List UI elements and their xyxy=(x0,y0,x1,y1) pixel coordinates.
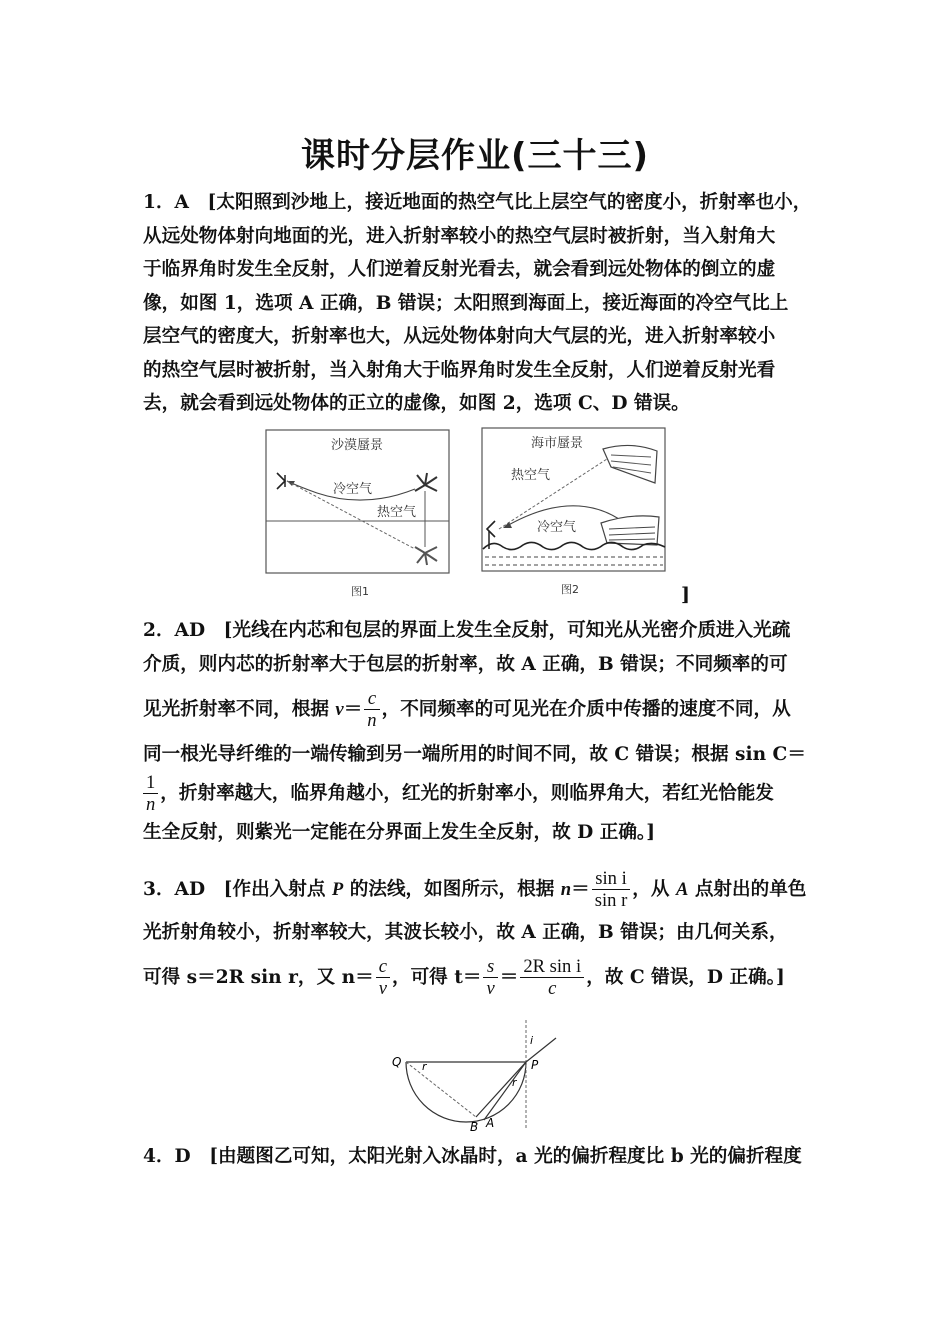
var-v: v xyxy=(335,698,344,720)
fig1-caption: 图1 xyxy=(351,585,369,598)
fig2-cold-air: 冷空气 xyxy=(537,520,577,535)
text-segment: 点射出的单色 xyxy=(688,878,807,900)
denominator: c xyxy=(548,978,557,1000)
var-A: A xyxy=(675,878,689,900)
answer-1-line: 层空气的密度大，折射率也大，从远处物体射向大气层的光，进入折射率较小 xyxy=(143,326,776,347)
answer-3-line xyxy=(143,868,815,912)
numerator: sin i xyxy=(592,868,631,890)
fraction-sini-sinr xyxy=(592,868,631,912)
answer-3 xyxy=(143,868,815,1000)
equals: ＝ xyxy=(343,698,363,720)
var-P: P xyxy=(331,878,344,900)
label-A: A xyxy=(486,1116,495,1130)
answer-1-line: 于临界角时发生全反射，人们逆着反射光看去，就会看到远处物体的倒立的虚 xyxy=(143,259,776,280)
equals: ＝ xyxy=(499,966,519,988)
fig1-heading: 沙漠蜃景 xyxy=(331,438,384,453)
figure-sea-mirage xyxy=(481,427,667,603)
answer-3-line xyxy=(143,956,815,1000)
numerator: c xyxy=(364,688,379,710)
answer-1 xyxy=(143,186,815,421)
figure-desert-mirage xyxy=(265,429,451,607)
equals: ＝ xyxy=(571,878,590,900)
fraction-c-n xyxy=(364,688,379,732)
formula-n: n＝ xyxy=(341,966,374,988)
text-segment: 的法线，如图所示，根据 xyxy=(343,878,561,900)
text-segment: 3．AD [作出入射点 xyxy=(143,878,332,900)
fraction-c-v xyxy=(376,956,390,1000)
answer-1-line: 从远处物体射向地面的光，进入折射率较小的热空气层时被折射，当入射角大 xyxy=(143,225,776,247)
label-angle-i: i xyxy=(530,1034,534,1047)
fig1-hot-air: 热空气 xyxy=(377,505,417,520)
fig2-caption: 图2 xyxy=(561,583,579,596)
label-B: B xyxy=(470,1120,479,1134)
numerator: 1 xyxy=(143,772,158,794)
var-n: n xyxy=(560,878,572,900)
text-segment: 可得 xyxy=(143,966,187,988)
answer-2-line: 生全反射，则紫光一定能在分界面上发生全反射，故 D 正确。] xyxy=(143,821,656,843)
fig1-cold-air: 冷空气 xyxy=(333,482,373,497)
fraction-1-n xyxy=(143,772,158,816)
answer-4 xyxy=(143,1140,815,1174)
denominator: n xyxy=(367,710,377,732)
denominator: v xyxy=(378,978,387,1000)
text-segment: ，又 xyxy=(297,966,342,988)
answer-1-line: 去，就会看到远处物体的正立的虚像，如图 2，选项 C、D 错误。 xyxy=(143,393,690,414)
numerator: 2R sin i xyxy=(520,956,584,978)
text-segment: ，折射率越大，临界角越小，红光的折射率小，则临界角大，若红光恰能发 xyxy=(160,782,774,804)
ship-icon xyxy=(601,516,659,545)
page-title: 课时分层作业(三十三) xyxy=(300,136,650,176)
denominator: sin r xyxy=(594,890,628,912)
formula-t: t＝ xyxy=(454,966,482,988)
formula-s: s＝2R sin r xyxy=(186,966,298,988)
text-segment: ，从 xyxy=(632,878,676,900)
text-segment: ，可得 xyxy=(391,966,455,988)
answer-2-line: 2．AD [光线在内芯和包层的界面上发生全反射，可知光从光密介质进入光疏 xyxy=(143,620,791,641)
answer-1-line: 的热空气层时被折射，当入射角大于临界角时发生全反射，人们逆着反射光看 xyxy=(143,359,776,381)
answer-2-line xyxy=(143,688,815,732)
text-segment: 见光折射率不同，根据 xyxy=(143,698,336,720)
fig2-heading: 海市蜃景 xyxy=(531,436,584,451)
denominator: n xyxy=(146,794,156,816)
fig2-hot-air: 热空气 xyxy=(511,468,551,483)
answer-2-line: 同一根光导纤维的一端传输到另一端所用的时间不同，故 C 错误；根据 sin C＝ xyxy=(143,743,806,765)
label-angle-r: r xyxy=(512,1076,517,1089)
text-segment: ，不同频率的可见光在介质中传播的速度不同，从 xyxy=(381,698,791,720)
numerator: s xyxy=(483,956,497,978)
denominator: v xyxy=(486,978,495,1000)
figure-semicircle xyxy=(388,1016,568,1134)
answer-1-line: 像，如图 1，选项 A 正确，B 错误；太阳照到海面上，接近海面的冷空气比上 xyxy=(143,292,789,314)
fraction-2rsini-c xyxy=(520,956,584,1000)
answer-1-line: 1．A [太阳照到沙地上，接近地面的热空气比上层空气的密度小，折射率也小， xyxy=(143,192,812,213)
answer-2-line xyxy=(143,772,815,816)
answer-2-line: 介质，则内芯的折射率大于包层的折射率，故 A 正确，B 错误；不同频率的可 xyxy=(143,654,788,675)
fraction-s-v xyxy=(483,956,497,1000)
text-segment: ，故 C 错误，D 正确。] xyxy=(586,966,785,988)
label-Q: Q xyxy=(392,1055,402,1069)
label-P: P xyxy=(531,1058,539,1072)
answer-1-close: ] xyxy=(681,584,690,606)
answer-4-line: 4．D [由题图乙可知，太阳光射入冰晶时，a 光的偏折程度比 b 光的偏折程度 xyxy=(143,1146,802,1167)
answer-3-line: 光折射角较小，折射率较大，其波长较小，故 A 正确，B 错误；由几何关系， xyxy=(143,921,788,943)
answer-2 xyxy=(143,614,815,850)
label-angle-r: r xyxy=(422,1060,427,1073)
numerator: c xyxy=(376,956,390,978)
